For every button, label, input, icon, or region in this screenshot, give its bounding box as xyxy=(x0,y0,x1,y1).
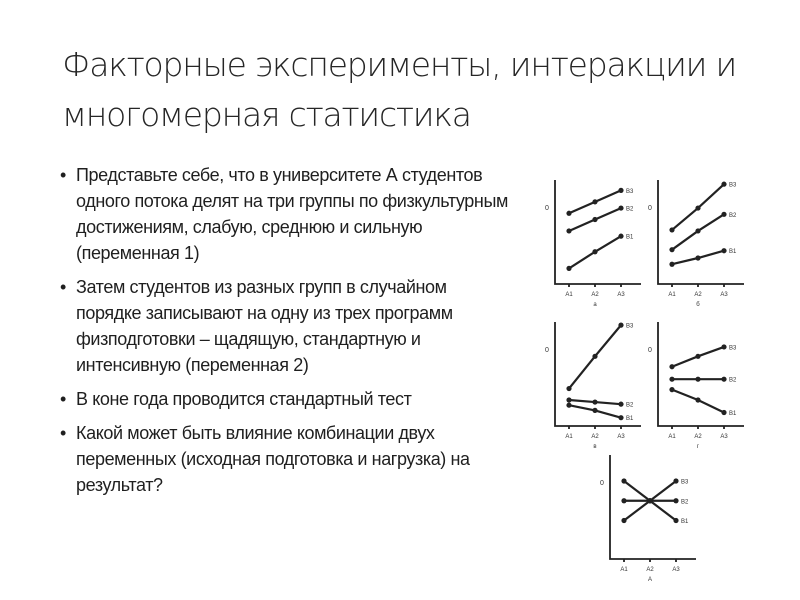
series-label: B1 xyxy=(729,249,737,256)
x-tick-label: A2 xyxy=(694,292,702,298)
data-point xyxy=(618,234,623,239)
data-point xyxy=(621,518,626,523)
data-point xyxy=(721,212,726,217)
y-axis-label: 0 xyxy=(545,347,549,354)
series-label: B3 xyxy=(681,479,689,486)
x-tick-label: A2 xyxy=(646,567,654,573)
panel-label: б xyxy=(696,302,700,308)
x-tick-label: A2 xyxy=(694,434,702,440)
data-point xyxy=(721,410,726,415)
series-label: B3 xyxy=(626,323,634,330)
x-tick-label: A1 xyxy=(668,434,676,440)
data-point xyxy=(566,228,571,233)
panel-label: a xyxy=(593,302,597,308)
data-point xyxy=(592,217,597,222)
data-point xyxy=(673,518,678,523)
data-point xyxy=(695,228,700,233)
x-tick-label: A1 xyxy=(620,567,628,573)
data-point xyxy=(695,377,700,382)
data-point xyxy=(566,211,571,216)
data-point xyxy=(592,399,597,404)
chart-axes xyxy=(610,455,696,559)
data-point xyxy=(721,182,726,187)
x-tick-label: A2 xyxy=(591,434,599,440)
data-point xyxy=(695,397,700,402)
data-point xyxy=(695,205,700,210)
series-label: B1 xyxy=(626,416,634,423)
data-point xyxy=(566,403,571,408)
data-point xyxy=(673,498,678,503)
data-point xyxy=(618,205,623,210)
x-tick-label: A3 xyxy=(617,434,625,440)
series-label: B2 xyxy=(626,206,634,213)
y-axis-label: 0 xyxy=(545,205,549,212)
data-point xyxy=(695,255,700,260)
x-tick-label: A1 xyxy=(565,292,573,298)
data-point xyxy=(721,248,726,253)
series-label: B3 xyxy=(626,188,634,195)
data-point xyxy=(592,354,597,359)
data-point xyxy=(669,262,674,267)
y-axis-label: 0 xyxy=(600,480,604,487)
series-label: B2 xyxy=(729,377,737,384)
data-point xyxy=(618,188,623,193)
series-label: B3 xyxy=(729,182,737,189)
panel-label: в xyxy=(593,444,597,450)
data-point xyxy=(669,377,674,382)
data-point xyxy=(566,397,571,402)
bullet-item: • В коне года проводится стандартный тест xyxy=(60,386,515,412)
data-point xyxy=(621,478,626,483)
series-label: B2 xyxy=(729,212,737,219)
data-point xyxy=(592,199,597,204)
data-point xyxy=(673,478,678,483)
data-point xyxy=(592,249,597,254)
y-axis-label: 0 xyxy=(648,205,652,212)
data-point xyxy=(669,227,674,232)
x-tick-label: A3 xyxy=(617,292,625,298)
data-point xyxy=(621,498,626,503)
data-point xyxy=(592,408,597,413)
data-point xyxy=(669,247,674,252)
panel-label: А xyxy=(647,577,653,583)
series-label: B1 xyxy=(729,410,737,417)
data-point xyxy=(618,402,623,407)
data-point xyxy=(618,323,623,328)
data-point xyxy=(669,387,674,392)
x-tick-label: A1 xyxy=(668,292,676,298)
bullet-item: • Какой может быть влияние комбинации двух переменных (исходная подготовка и нагрузка) на результат? xyxy=(60,420,515,498)
data-point xyxy=(566,266,571,271)
bullet-item: • Представьте себе, что в университете А студентов одного потока делят на три группы по физкультурным достижениям, слабую, среднюю и сильную (переменная 1) xyxy=(60,162,515,266)
series-label: B1 xyxy=(626,234,634,241)
x-tick-label: A3 xyxy=(672,567,680,573)
data-point xyxy=(669,364,674,369)
x-tick-label: A2 xyxy=(591,292,599,298)
x-tick-label: A3 xyxy=(720,434,728,440)
data-point xyxy=(695,354,700,359)
data-point xyxy=(566,386,571,391)
series-label: B1 xyxy=(681,519,689,526)
x-tick-label: A3 xyxy=(720,292,728,298)
data-point xyxy=(721,344,726,349)
panel-label: г xyxy=(696,444,700,450)
y-axis-label: 0 xyxy=(648,347,652,354)
x-tick-label: A1 xyxy=(565,434,573,440)
bullet-item: • Затем студентов из разных групп в случайном порядке записывают на одну из трех программ физподготовки – щадящую, стандартную и интенсивную (переменная 2) xyxy=(60,274,515,378)
data-point xyxy=(647,498,652,503)
slide-title: Факторные эксперименты, интеракции и многомерная статистика xyxy=(62,45,737,134)
series-label: B2 xyxy=(626,402,634,409)
series-label: B3 xyxy=(729,345,737,352)
data-point xyxy=(721,377,726,382)
data-point xyxy=(618,415,623,420)
series-label: B2 xyxy=(681,499,689,506)
